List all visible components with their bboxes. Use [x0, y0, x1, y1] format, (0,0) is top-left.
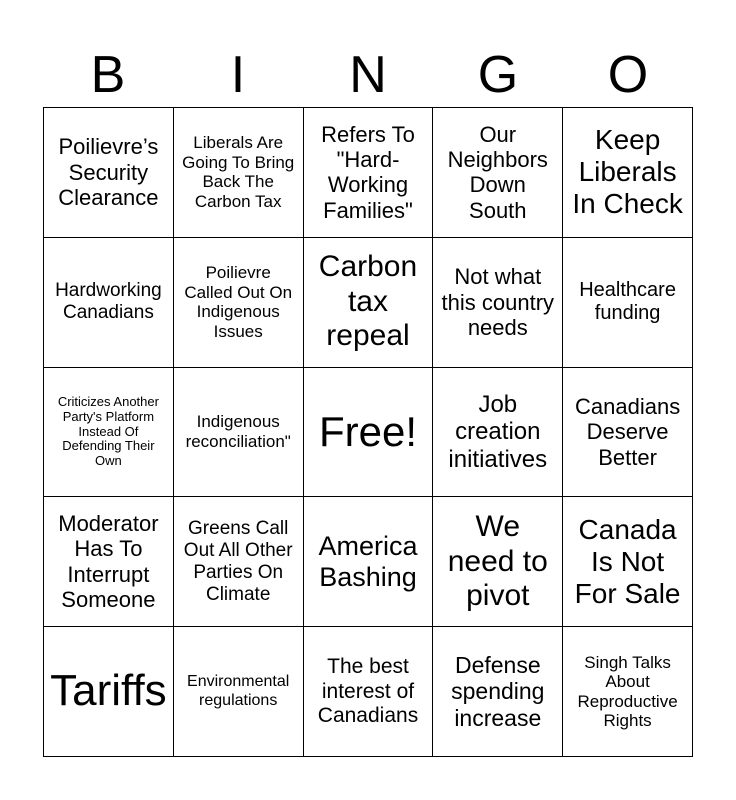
bingo-cell-r4c3[interactable]: [304, 497, 434, 627]
bingo-cell-r4c5[interactable]: [563, 497, 693, 627]
bingo-cell-r4c1[interactable]: [44, 497, 174, 627]
bingo-cell-r1c5[interactable]: [563, 108, 693, 238]
cell-label: Canada Is Not For Sale: [574, 513, 681, 609]
cell-label: Canadians Deserve Better: [575, 394, 681, 470]
cell-label: Criticizes Another Party's Platform Instead Of Defending Their Own: [57, 393, 159, 469]
bingo-cell-r5c3[interactable]: [304, 627, 434, 757]
cell-label: Greens Call Out All Other Parties On Climate: [183, 518, 293, 605]
header-letter-i: I: [230, 46, 246, 104]
bingo-cell-r5c4[interactable]: [433, 627, 563, 757]
bingo-cell-r2c1[interactable]: [44, 238, 174, 368]
header-letter-o: O: [607, 46, 649, 104]
cell-label: The best interest of Canadians: [317, 655, 419, 727]
header-letter-g: G: [477, 46, 519, 104]
cell-label: Liberals Are Going To Bring Back The Carbon Tax: [182, 133, 295, 211]
cell-label: Poilievre’s Security Clearance: [58, 134, 159, 211]
cell-label: Moderator Has To Interrupt Someone: [58, 511, 159, 613]
bingo-cell-r1c1[interactable]: [44, 108, 174, 238]
bingo-cell-r1c2[interactable]: [174, 108, 304, 238]
bingo-cell-r5c2[interactable]: [174, 627, 304, 757]
cell-label: Not what this country needs: [441, 264, 555, 340]
bingo-header: [43, 42, 693, 108]
bingo-cell-r3c4[interactable]: [433, 368, 563, 498]
cell-label: Environmental regulations: [187, 673, 290, 709]
cell-label: Tariffs: [50, 666, 167, 716]
bingo-cell-r2c2[interactable]: [174, 238, 304, 368]
bingo-cell-r3c2[interactable]: [174, 368, 304, 498]
cell-label: Job creation initiatives: [448, 390, 548, 473]
bingo-cell-r1c4[interactable]: [433, 108, 563, 238]
bingo-cell-r4c2[interactable]: [174, 497, 304, 627]
cell-label: America Bashing: [318, 530, 418, 592]
bingo-cell-r4c4[interactable]: [433, 497, 563, 627]
bingo-cell-r5c5[interactable]: [563, 627, 693, 757]
bingo-cell-r5c1[interactable]: [44, 627, 174, 757]
bingo-cell-r2c4[interactable]: [433, 238, 563, 368]
bingo-cell-r3c5[interactable]: [563, 368, 693, 498]
bingo-board: [43, 107, 693, 757]
cell-label: Carbon tax repeal: [318, 250, 418, 353]
bingo-cell-free[interactable]: [304, 368, 434, 498]
free-space-label: Free!: [318, 407, 417, 455]
cell-label: Our Neighbors Down South: [447, 121, 548, 223]
cell-label: Singh Talks About Reproductive Rights: [577, 652, 678, 731]
bingo-cell-r2c5[interactable]: [563, 238, 693, 368]
cell-label: Indigenous reconciliation": [185, 412, 291, 451]
cell-label: Refers To "Hard-Working Families": [321, 121, 415, 223]
cell-label: Defense spending increase: [451, 651, 545, 731]
header-letter-b: B: [90, 46, 126, 104]
bingo-cell-r1c3[interactable]: [304, 108, 434, 238]
cell-label: Healthcare funding: [579, 279, 676, 325]
header-letter-n: N: [349, 46, 387, 104]
bingo-cell-r3c1[interactable]: [44, 368, 174, 498]
cell-label: Hardworking Canadians: [55, 280, 162, 324]
cell-label: Keep Liberals In Check: [572, 124, 683, 220]
cell-label: Poilievre Called Out On Indigenous Issues: [184, 263, 293, 341]
cell-label: We need to pivot: [447, 510, 548, 613]
bingo-cell-r2c3[interactable]: [304, 238, 434, 368]
